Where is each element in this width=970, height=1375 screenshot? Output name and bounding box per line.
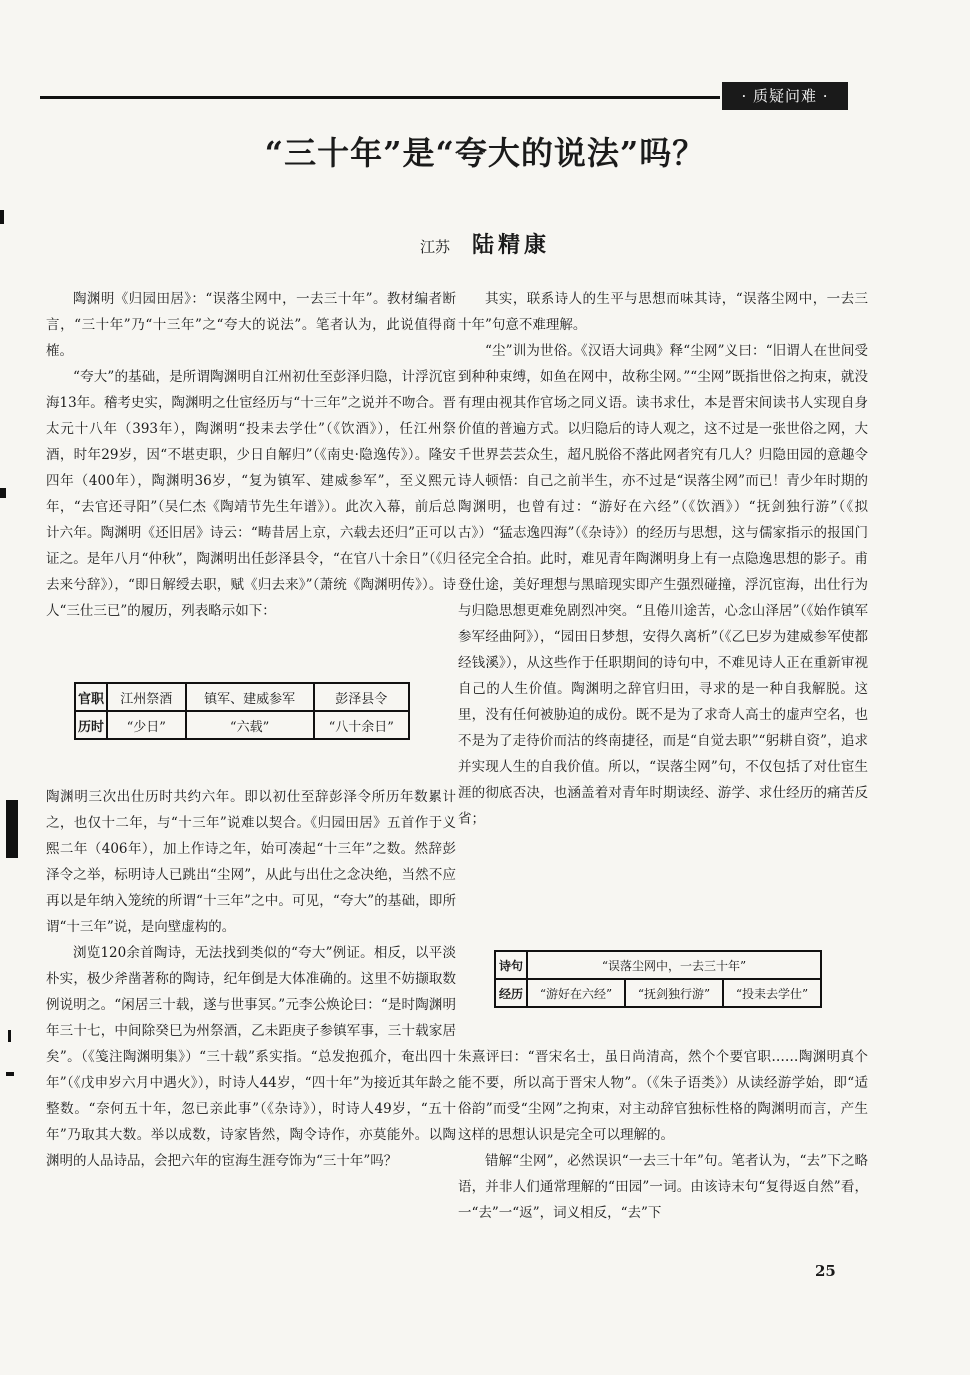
table-row-label: 官职 <box>75 683 107 711</box>
table-cell: 镇军、建威参军 <box>186 683 314 711</box>
paragraph: 朱熹评曰：“晋宋名士，虽日尚清高，然个个要官职……陶渊明真个能不要，所以高于晋宋人物”。（《朱子语类》）从读经游学始，即“适俗韵”而受“尘网”之拘束，对主动辞官独标性格的陶渊明而言，产生这样的思想认识是完全可以理解的。 <box>458 1049 868 1143</box>
header-rule <box>40 96 720 99</box>
table-cell: “六载” <box>186 711 314 739</box>
table-cell: “投耒去学仕” <box>723 979 821 1007</box>
table-cell: “抚剑独行游” <box>625 979 723 1007</box>
paragraph: 浏览120余首陶诗，无法找到类似的“夸大”例证。相反，以平淡朴实，极少斧凿著称的陶诗，纪年倒是大体准确的。这里不妨撷取数例说明之。“闲居三十载，遂与世事冥。”元李公焕论曰：“是时陶渊明年三十七，中间除癸巳为州祭酒，乙未距庚子参镇军事，三十载家居矣”。（《笺注陶渊明集》）“三十载”系实指。“总发抱孤介，奄出四十年”（《戊申岁六月中遇火》），时诗人44岁，“四十年”为接近其年龄之整数。“奈何五十年，忽已亲此事”（《杂诗》），时诗人49岁，“五十年”乃取其大数。举以成数，诗家皆然，陶令诗作，亦莫能外。以陶渊明的人品诗品，会把六年的宦海生涯夸饰为“三十年”吗？ <box>46 945 456 1169</box>
author-region: 江苏 <box>419 238 450 256</box>
scan-mark <box>8 1030 11 1042</box>
table-cell: 江州祭酒 <box>107 683 186 711</box>
paragraph: “尘”训为世俗。《汉语大词典》释“尘网”义曰：“旧谓人在世间受到种种束缚，如鱼在网中，故称尘网。”“尘网”既指世俗之拘束，就没有理由视其作官场之同义语。读书求仕，本是晋宋间读书人实现自身价值的普遍方式。以归隐后的诗人观之，这不过是一张世俗之网，大千世界芸芸众生，超凡脱俗不落此网者究有几人？归隐田园的意趣令诗人顿悟：自己之前半生，亦不过是“误落尘网”而已！青少年时期的陶渊明，也曾有过：“游好在六经”（《饮酒》）“抚剑独行游”（《拟古》）“猛志逸四海”（《杂诗》）的经历与思想，这与儒家指示的报国门径完全合拍。此时，难见青年陶渊明身上有一点隐逸思想的影子。甫登仕途，美好理想与黑暗现实即产生强烈碰撞，浮沉宦海，出仕行为与归隐思想更难免剧烈冲突。“且倦川途苦，心念山泽居”（《始作镇军参军经曲阿》），“园田日梦想，安得久离析”（《乙巳岁为建威参军使都经钱溪》），从这些作于任职期间的诗句中，不难见诗人正在重新审视自己的人生价值。陶渊明之辞官归田，寻求的是一种自我解脱。这里，没有任何被胁迫的成份。既不是为了求奇人高士的虚声空名，也不是为了走待价而沽的终南捷径，而是“自觉去职”“躬耕自资”，追求并实现人生的自我价值。所以，“误落尘网”句，不仅包括了对仕宦生涯的彻底否决，也涵盖着对青年时期读经、游学、求仕经历的痛苦反省； <box>458 343 868 827</box>
table-cell: “少日” <box>107 711 186 739</box>
author-name: 陆精康 <box>472 232 551 258</box>
left-column-bottom <box>46 784 456 1174</box>
table-cell: 彭泽县令 <box>314 683 409 711</box>
table-row-label: 诗句 <box>495 951 527 979</box>
paragraph: 错解“尘网”，必然误识“一去三十年”句。笔者认为，“去”下之略语，并非人们通常理解的“田园”一词。由该诗末句“复得返自然”看，一“去”一“返”，词义相反，“去”下 <box>458 1153 868 1221</box>
paragraph: 陶渊明三次出仕历时共约六年。即以初仕至辞彭泽令所历年数累计之，也仅十二年，与“十三年”说难以契合。《归园田居》五首作于义熙二年（406年），加上作诗之年，始可凑起“十三年”之数。然辞彭泽令之举，标明诗人已跳出“尘网”，从此与出仕之念决绝，当然不应再以是年纳入笼统的所谓“十三年”之中。可见，“夸大”的基础，即所谓“十三年”说，是向壁虚构的。 <box>46 789 456 935</box>
paragraph: 陶渊明《归园田居》：“误落尘网中，一去三十年”。教材编者断言，“三十年”乃“十三年”之“夸大的说法”。笔者认为，此说值得商榷。 <box>46 291 456 359</box>
table-row <box>75 683 409 711</box>
table-row-label: 经历 <box>495 979 527 1007</box>
table-cell: “八十余日” <box>314 711 409 739</box>
right-column-top <box>458 286 868 832</box>
table-row-label: 历时 <box>75 711 107 739</box>
scan-mark <box>6 800 18 858</box>
article-title: “三十年”是“夸大的说法”吗？ <box>264 134 706 172</box>
scan-mark <box>0 210 4 224</box>
paragraph: 其实，联系诗人的生平与思想而味其诗，“误落尘网中，一去三十年”句意不难理解。 <box>458 291 868 333</box>
career-table <box>74 682 410 740</box>
byline <box>0 228 970 259</box>
page-number: 25 <box>815 1262 836 1280</box>
right-column-bottom <box>458 1044 868 1226</box>
table-row <box>495 951 821 979</box>
left-column-top <box>46 286 456 624</box>
scan-mark <box>6 1072 14 1076</box>
table-row <box>75 711 409 739</box>
paragraph: “夸大”的基础，是所谓陶渊明自江州初仕至彭泽归隐，计浮沉宦海13年。稽考史实，陶渊明之仕宦经历与“十三年”之说并不吻合。晋太元十八年（393年），陶渊明“投耒去学仕”（《饮酒》），任江州祭酒，时年29岁，因“不堪吏职，少日自解归”（《南史·隐逸传》）。隆安四年（400年），陶渊明36岁，“复为镇军、建威参军”，至义熙元年，“去官还寻阳”（吴仁杰《陶靖节先生年谱》）。此次入幕，前后总计六年。陶渊明《还旧居》诗云：“畴昔居上京，六载去还归”正可以证之。是年八月“仲秋”，陶渊明出任彭泽县令，“在官八十余日”（《归去来兮辞》），“即日解绶去职，赋《归去来》”（萧统《陶渊明传》）。诗人“三仕三已”的履历，列表略示如下： <box>46 369 456 619</box>
table-cell: “误落尘网中，一去三十年” <box>527 951 821 979</box>
table-cell: “游好在六经” <box>527 979 625 1007</box>
scan-mark <box>0 488 6 498</box>
poem-table <box>494 950 822 1008</box>
table-row <box>495 979 821 1007</box>
section-tag: · 质疑问难 · <box>722 82 848 110</box>
